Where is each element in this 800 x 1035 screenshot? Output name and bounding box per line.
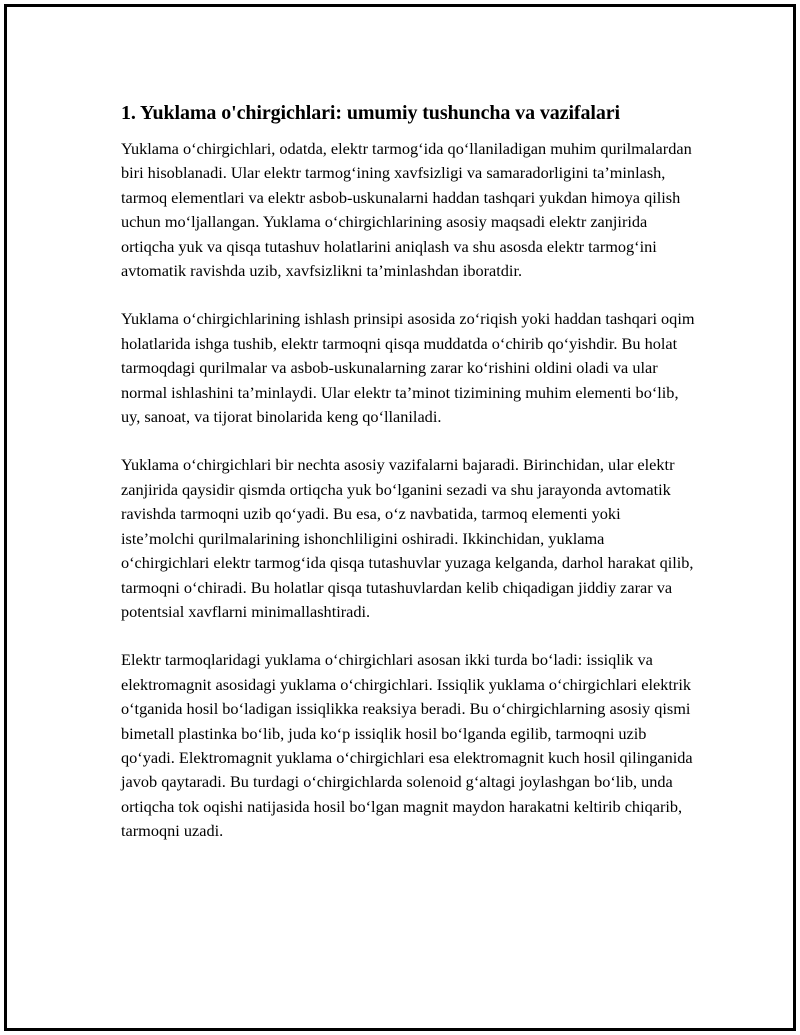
page-frame xyxy=(4,4,796,1031)
paragraph-3: Yuklama o‘chirgichlari bir nechta asosiy vazifalarni bajaradi. Birinchidan, ular elektr zanjirida qaysidir qismda ortiqcha yuk bo‘lganini sezadi va shu jarayonda avtomatik ravishda tarmoqni uzib qo‘yadi. Bu esa, o‘z navbatida, tarmoq elementi yoki iste’molchi qurilmalarining ishonchliligini oshiradi. Ikkinchidan, yuklama o‘chirgichlari elektr tarmog‘ida qisqa tutashuvlar yuzaga kelganda, darhol harakat qilib, tarmoqni o‘chiradi. Bu holatlar qisqa tutashuvlardan kelib chiqadigan jiddiy zarar va potentsial xavflarni minimallashtiradi. xyxy=(121,455,694,621)
paragraph-2: Yuklama o‘chirgichlarining ishlash prinsipi asosida zo‘riqish yoki haddan tashqari oqim holatlarida ishga tushib, elektr tarmoqni qisqa muddatda o‘chirib qo‘yishdir. Bu holat tarmoqdagi qurilmalar va asbob-uskunalarning zarar ko‘rishini oldini oladi va ular normal ishlashini ta’minlaydi. Ular elektr ta’minot tizimining muhim elementi bo‘lib, uy, sanoat, va tijorat binolarida keng qo‘llaniladi. xyxy=(121,309,695,427)
paragraph-4: Elektr tarmoqlaridagi yuklama o‘chirgichlari asosan ikki turda bo‘ladi: issiqlik va elektromagnit asosidagi yuklama o‘chirgichlari. Issiqlik yuklama o‘chirgichlari elektrik o‘tganida hosil bo‘ladigan issiqlikka reaksiya beradi. Bu o‘chirgichlarning asosiy qismi bimetall plastinka bo‘lib, juda ko‘p issiqlik hosil bo‘lganda egilib, tarmoqni uzib qo‘yadi. Elektromagnit yuklama o‘chirgichlari esa elektromagnit kuch hosil qilinganida javob qaytaradi. Bu turdagi o‘chirgichlarda solenoid g‘altagi joylashgan bo‘lib, unda ortiqcha tok oqishi natijasida hosil bo‘lgan magnit maydon harakatni keltirib chiqarib, tarmoqni uzadi. xyxy=(121,650,693,841)
section-heading: 1. Yuklama o'chirgichlari: umumiy tushuncha va vazifalari xyxy=(121,102,620,124)
document-body xyxy=(121,100,696,844)
paragraph-1: Yuklama o‘chirgichlari, odatda, elektr tarmog‘ida qo‘llaniladigan muhim qurilmalardan biri hisoblanadi. Ular elektr tarmog‘ining xavfsizligi va samaradorligini ta’minlash, tarmoq elementlari va elektr asbob-uskunalarni haddan tashqari yukdan himoya qilish uchun mo‘ljallangan. Yuklama o‘chirgichlarining asosiy maqsadi elektr zanjirida ortiqcha yuk va qisqa tutashuv holatlarini aniqlash va shu asosda elektr tarmog‘ini avtomatik ravishda uzib, xavfsizlikni ta’minlashdan iboratdir. xyxy=(121,139,692,281)
